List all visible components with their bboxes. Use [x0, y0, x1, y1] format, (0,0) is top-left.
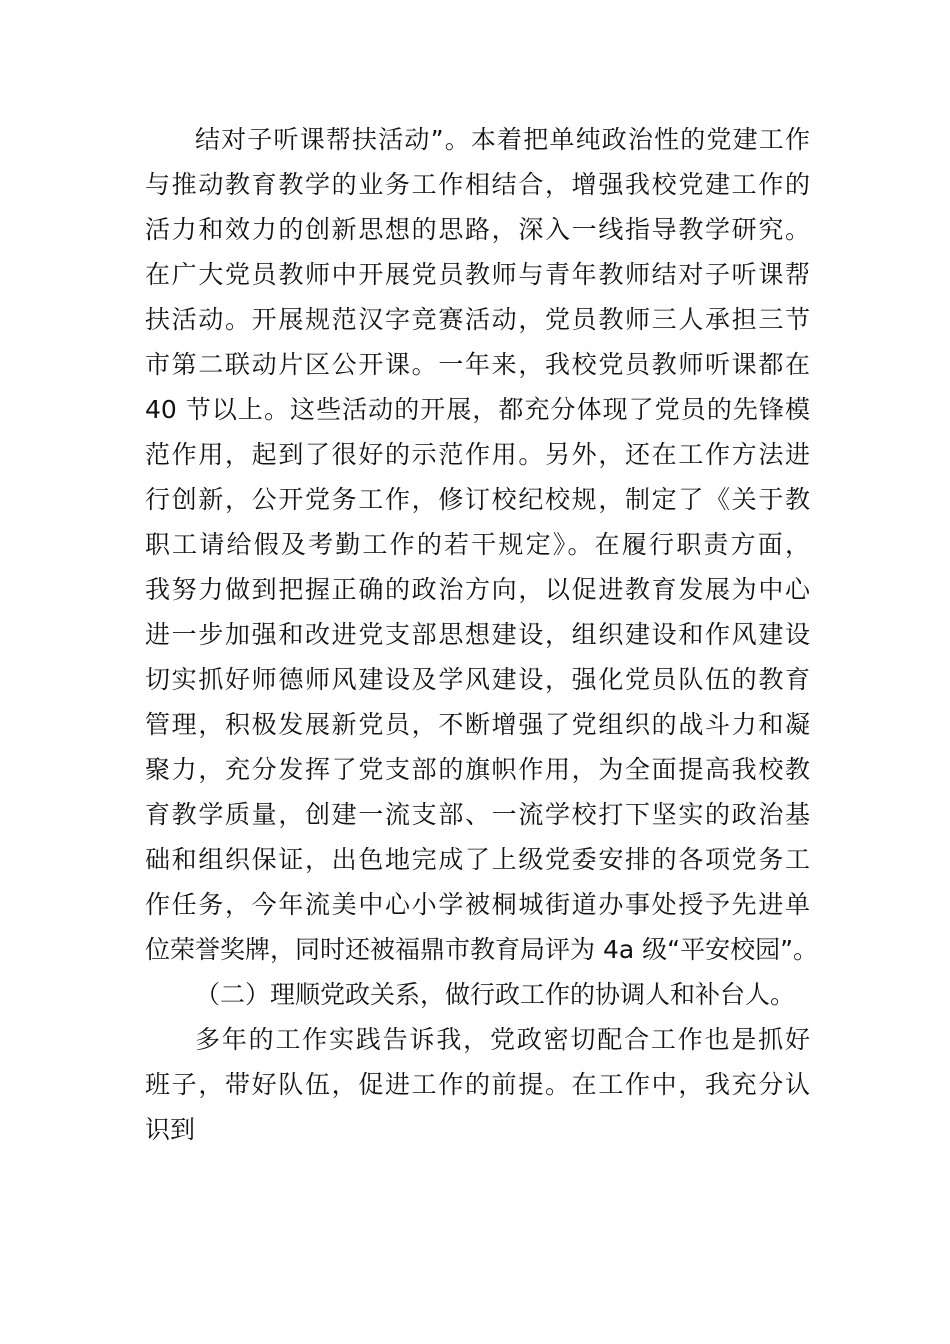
text-line: 在广大党员教师中开展党员教师与青年教师结对子听课帮: [145, 260, 810, 289]
text-line: 40 节以上。这些活动的开展，都充分体现了党员的先锋模: [145, 395, 810, 424]
text-line: 与推动教育教学的业务工作相结合，增强我校党建工作的: [145, 170, 810, 199]
text-line: 行创新，公开党务工作，修订校纪校规，制定了《关于教: [145, 485, 810, 514]
text-line: 切实抓好师德师风建设及学风建设，强化党员队伍的教育: [145, 665, 810, 694]
text-line: 职工请给假及考勤工作的若干规定》。在履行职责方面，: [145, 530, 810, 559]
text-line: 范作用，起到了很好的示范作用。另外，还在工作方法进: [145, 440, 810, 469]
text-line: 作任务，今年流美中心小学被桐城街道办事处授予先进单: [145, 890, 810, 919]
section-heading: （二）理顺党政关系，做行政工作的协调人和补台人。: [195, 980, 796, 1009]
text-line: 多年的工作实践告诉我，党政密切配合工作也是抓好: [195, 1025, 810, 1054]
text-line: 聚力，充分发挥了党支部的旗帜作用，为全面提高我校教: [145, 755, 810, 784]
text-line: 扶活动。开展规范汉字竞赛活动，党员教师三人承担三节: [145, 305, 810, 334]
text-line: 结对子听课帮扶活动”。本着把单纯政治性的党建工作: [195, 125, 810, 154]
text-line: 进一步加强和改进党支部思想建设，组织建设和作风建设: [145, 620, 810, 649]
text-line: 活力和效力的创新思想的思路，深入一线指导教学研究。: [145, 215, 810, 244]
text-line: 市第二联动片区公开课。一年来，我校党员教师听课都在: [145, 350, 810, 379]
text-line: 育教学质量，创建一流支部、一流学校打下坚实的政治基: [145, 800, 810, 829]
text-line: 班子，带好队伍，促进工作的前提。在工作中，我充分认: [145, 1070, 810, 1099]
text-line: 管理，积极发展新党员，不断增强了党组织的战斗力和凝: [145, 710, 810, 739]
text-line: 位荣誉奖牌，同时还被福鼎市教育局评为 4a 级“平安校园”。: [145, 935, 819, 964]
text-line: 础和组织保证，出色地完成了上级党委安排的各项党务工: [145, 845, 810, 874]
text-line: 我努力做到把握正确的政治方向，以促进教育发展为中心: [145, 575, 810, 604]
text-line: 识到: [145, 1115, 196, 1144]
